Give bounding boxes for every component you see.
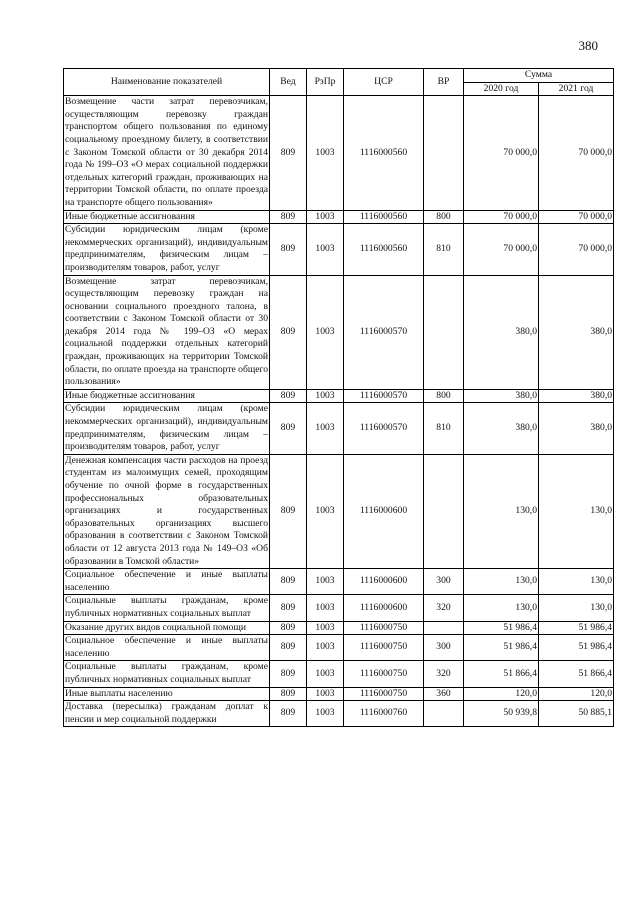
row-sum-2021: 380,0 bbox=[539, 389, 614, 403]
row-name: Иные выплаты населению bbox=[64, 687, 270, 701]
row-sum-2020: 130,0 bbox=[464, 454, 539, 568]
row-csr: 1116000560 bbox=[344, 224, 424, 275]
row-name: Денежная компенсация части расходов на проезд студентам из малоимущих семей, проходящим обучение по очной форме в государственных профессиональных образовательных организациях и государственных образовательных организациях высшего образования в соответствии с Законом Томской области от 12 августа 2013 года № 149–ОЗ «Об образовании в Томской области» bbox=[64, 454, 270, 568]
row-sum-2021: 51 866,4 bbox=[539, 661, 614, 687]
header-year-2020: 2020 год bbox=[464, 82, 539, 96]
row-ved: 809 bbox=[270, 210, 307, 224]
row-vr bbox=[424, 621, 464, 635]
row-rzpr: 1003 bbox=[307, 569, 344, 595]
row-rzpr: 1003 bbox=[307, 621, 344, 635]
row-name: Субсидии юридическим лицам (кроме некоммерческих организаций), индивидуальным предпринимателям, физическим лицам – производителям товаров, работ, услуг bbox=[64, 403, 270, 454]
row-sum-2021: 130,0 bbox=[539, 454, 614, 568]
row-vr: 800 bbox=[424, 389, 464, 403]
row-csr: 1116000570 bbox=[344, 389, 424, 403]
row-ved: 809 bbox=[270, 595, 307, 621]
row-ved: 809 bbox=[270, 224, 307, 275]
row-csr: 1116000600 bbox=[344, 569, 424, 595]
row-name: Возмещение части затрат перевозчикам, осуществляющим перевозку граждан транспортом общего пользования по единому социальному проездному билету, в соответствии с Законом Томской области от 30 декабря 2014 года № 199–ОЗ «О мерах социальной поддержки отдельных категорий граждан, проживающих на территории Томской области, по оплате проезда на транспорте общего пользования» bbox=[64, 96, 270, 210]
row-sum-2021: 70 000,0 bbox=[539, 210, 614, 224]
row-sum-2020: 51 986,4 bbox=[464, 621, 539, 635]
table-body bbox=[64, 96, 614, 727]
row-rzpr: 1003 bbox=[307, 224, 344, 275]
table-row bbox=[64, 701, 614, 727]
row-name: Социальные выплаты гражданам, кроме публичных нормативных социальных выплат bbox=[64, 661, 270, 687]
row-name: Доставка (пересылка) гражданам доплат к пенсии и мер социальной поддержки bbox=[64, 701, 270, 727]
row-csr: 1116000560 bbox=[344, 96, 424, 210]
row-rzpr: 1003 bbox=[307, 275, 344, 389]
row-name: Социальное обеспечение и иные выплаты населению bbox=[64, 569, 270, 595]
row-vr bbox=[424, 701, 464, 727]
table-row bbox=[64, 389, 614, 403]
row-sum-2020: 380,0 bbox=[464, 389, 539, 403]
row-vr: 320 bbox=[424, 595, 464, 621]
row-sum-2021: 130,0 bbox=[539, 569, 614, 595]
row-vr bbox=[424, 454, 464, 568]
row-vr: 810 bbox=[424, 403, 464, 454]
row-csr: 1116000750 bbox=[344, 635, 424, 661]
row-sum-2020: 380,0 bbox=[464, 403, 539, 454]
table-row bbox=[64, 661, 614, 687]
header-name: Наименование показателей bbox=[64, 69, 270, 96]
row-sum-2020: 70 000,0 bbox=[464, 224, 539, 275]
table-row bbox=[64, 687, 614, 701]
row-ved: 809 bbox=[270, 621, 307, 635]
row-vr: 320 bbox=[424, 661, 464, 687]
row-csr: 1116000560 bbox=[344, 210, 424, 224]
row-csr: 1116000760 bbox=[344, 701, 424, 727]
row-name: Иные бюджетные ассигнования bbox=[64, 210, 270, 224]
header-year-2021: 2021 год bbox=[539, 82, 614, 96]
row-sum-2020: 130,0 bbox=[464, 595, 539, 621]
row-vr: 300 bbox=[424, 635, 464, 661]
row-vr: 800 bbox=[424, 210, 464, 224]
row-csr: 1116000750 bbox=[344, 687, 424, 701]
row-rzpr: 1003 bbox=[307, 635, 344, 661]
row-rzpr: 1003 bbox=[307, 454, 344, 568]
row-rzpr: 1003 bbox=[307, 661, 344, 687]
row-name: Социальные выплаты гражданам, кроме публичных нормативных социальных выплат bbox=[64, 595, 270, 621]
header-sum: Сумма bbox=[464, 69, 614, 83]
row-csr: 1116000750 bbox=[344, 621, 424, 635]
row-sum-2020: 130,0 bbox=[464, 569, 539, 595]
row-sum-2021: 51 986,4 bbox=[539, 621, 614, 635]
header-ved: Вед bbox=[270, 69, 307, 96]
table-row bbox=[64, 96, 614, 210]
row-sum-2020: 120,0 bbox=[464, 687, 539, 701]
row-rzpr: 1003 bbox=[307, 403, 344, 454]
row-ved: 809 bbox=[270, 389, 307, 403]
row-rzpr: 1003 bbox=[307, 595, 344, 621]
row-ved: 809 bbox=[270, 701, 307, 727]
row-name: Субсидии юридическим лицам (кроме некоммерческих организаций), индивидуальным предпринимателям, физическим лицам – производителям товаров, работ, услуг bbox=[64, 224, 270, 275]
table-row bbox=[64, 403, 614, 454]
row-ved: 809 bbox=[270, 635, 307, 661]
row-sum-2021: 70 000,0 bbox=[539, 96, 614, 210]
row-vr bbox=[424, 96, 464, 210]
row-name: Социальное обеспечение и иные выплаты населению bbox=[64, 635, 270, 661]
row-ved: 809 bbox=[270, 96, 307, 210]
row-csr: 1116000750 bbox=[344, 661, 424, 687]
table-row bbox=[64, 595, 614, 621]
row-sum-2020: 70 000,0 bbox=[464, 96, 539, 210]
row-ved: 809 bbox=[270, 275, 307, 389]
row-rzpr: 1003 bbox=[307, 389, 344, 403]
row-sum-2020: 50 939,8 bbox=[464, 701, 539, 727]
row-vr: 300 bbox=[424, 569, 464, 595]
row-ved: 809 bbox=[270, 454, 307, 568]
row-ved: 809 bbox=[270, 569, 307, 595]
row-csr: 1116000600 bbox=[344, 595, 424, 621]
table-row bbox=[64, 454, 614, 568]
row-csr: 1116000600 bbox=[344, 454, 424, 568]
table-header bbox=[64, 69, 614, 96]
row-sum-2020: 380,0 bbox=[464, 275, 539, 389]
row-sum-2021: 380,0 bbox=[539, 275, 614, 389]
table-row bbox=[64, 275, 614, 389]
row-sum-2020: 51 866,4 bbox=[464, 661, 539, 687]
row-rzpr: 1003 bbox=[307, 687, 344, 701]
row-vr: 810 bbox=[424, 224, 464, 275]
table-row bbox=[64, 224, 614, 275]
row-vr bbox=[424, 275, 464, 389]
table-row bbox=[64, 569, 614, 595]
row-rzpr: 1003 bbox=[307, 701, 344, 727]
header-rzpr: РзПр bbox=[307, 69, 344, 96]
row-ved: 809 bbox=[270, 661, 307, 687]
row-sum-2021: 380,0 bbox=[539, 403, 614, 454]
row-sum-2021: 130,0 bbox=[539, 595, 614, 621]
table-row bbox=[64, 635, 614, 661]
row-name: Иные бюджетные ассигнования bbox=[64, 389, 270, 403]
row-sum-2021: 70 000,0 bbox=[539, 224, 614, 275]
table-row bbox=[64, 210, 614, 224]
row-rzpr: 1003 bbox=[307, 210, 344, 224]
row-sum-2021: 120,0 bbox=[539, 687, 614, 701]
table-row bbox=[64, 621, 614, 635]
row-ved: 809 bbox=[270, 687, 307, 701]
row-vr: 360 bbox=[424, 687, 464, 701]
row-rzpr: 1003 bbox=[307, 96, 344, 210]
row-csr: 1116000570 bbox=[344, 275, 424, 389]
row-sum-2020: 51 986,4 bbox=[464, 635, 539, 661]
row-name: Возмещение затрат перевозчикам, осуществляющим перевозку граждан на основании социального проездного талона, в соответствии с Законом Томской области от 30 декабря 2014 года № 199–ОЗ «О мерах социальной поддержки отдельных категорий граждан, проживающих на территории Томской области, по оплате проезда на транспорте общего пользования» bbox=[64, 275, 270, 389]
header-vr: ВР bbox=[424, 69, 464, 96]
header-csr: ЦСР bbox=[344, 69, 424, 96]
row-ved: 809 bbox=[270, 403, 307, 454]
budget-table bbox=[63, 68, 614, 727]
row-sum-2021: 50 885,1 bbox=[539, 701, 614, 727]
row-name: Оказание других видов социальной помощи bbox=[64, 621, 270, 635]
row-sum-2021: 51 986,4 bbox=[539, 635, 614, 661]
page-number: 380 bbox=[578, 38, 598, 53]
row-sum-2020: 70 000,0 bbox=[464, 210, 539, 224]
row-csr: 1116000570 bbox=[344, 403, 424, 454]
